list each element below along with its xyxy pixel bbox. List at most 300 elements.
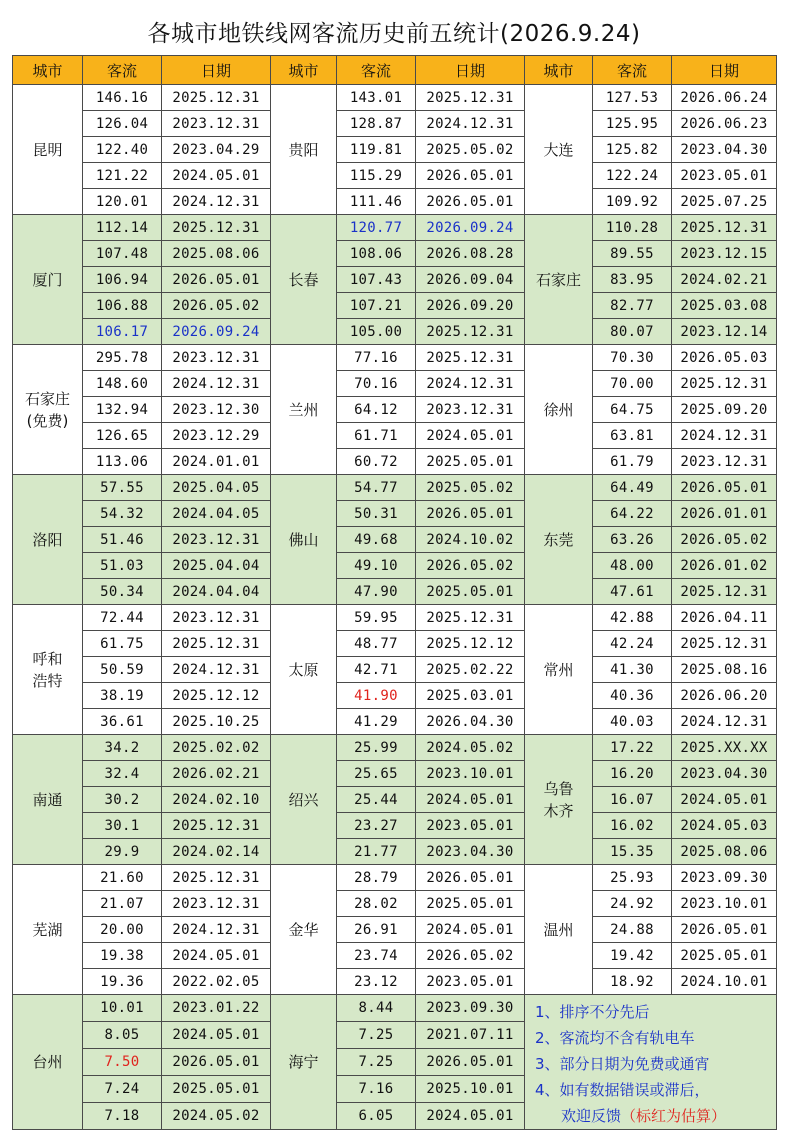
record-date: 2025.09.20 [672, 397, 777, 423]
ridership-value: 106.17 [83, 319, 162, 345]
ridership-value: 47.61 [593, 579, 672, 605]
ridership-value: 21.07 [83, 891, 162, 917]
ridership-value: 38.19 [83, 683, 162, 709]
note-line: 4、如有数据错误或滞后， [535, 1081, 710, 1099]
ridership-value: 16.07 [593, 787, 672, 813]
record-date: 2025.05.01 [416, 579, 525, 605]
ridership-value: 28.79 [337, 865, 416, 891]
ridership-value: 54.32 [83, 501, 162, 527]
record-date: 2023.12.31 [162, 111, 271, 137]
record-date: 2023.10.01 [416, 761, 525, 787]
ridership-value: 77.16 [337, 345, 416, 371]
ridership-value: 23.27 [337, 813, 416, 839]
record-date: 2025.12.31 [416, 605, 525, 631]
ridership-value: 7.18 [83, 1103, 162, 1130]
city-name: 石家庄 (免费) [13, 345, 83, 475]
ridership-value: 34.2 [83, 735, 162, 761]
column-header: 客流 [593, 56, 672, 85]
record-date: 2023.09.30 [672, 865, 777, 891]
record-date: 2025.05.01 [416, 449, 525, 475]
ridership-value: 50.31 [337, 501, 416, 527]
record-date: 2024.02.14 [162, 839, 271, 865]
record-date: 2025.07.25 [672, 189, 777, 215]
record-date: 2026.06.23 [672, 111, 777, 137]
table-row [13, 709, 777, 735]
table-row [13, 943, 777, 969]
ridership-value: 25.99 [337, 735, 416, 761]
ridership-value: 64.75 [593, 397, 672, 423]
record-date: 2023.05.01 [416, 969, 525, 995]
table-row [13, 839, 777, 865]
city-name: 洛阳 [13, 475, 83, 605]
ridership-value: 17.22 [593, 735, 672, 761]
record-date: 2024.12.31 [162, 189, 271, 215]
ridership-value: 41.29 [337, 709, 416, 735]
record-date: 2025.05.01 [162, 1076, 271, 1103]
record-date: 2025.12.31 [162, 813, 271, 839]
ridership-value: 42.88 [593, 605, 672, 631]
table-row [13, 345, 777, 371]
city-name: 贵阳 [271, 85, 337, 215]
ridership-value: 70.30 [593, 345, 672, 371]
ridership-value: 25.44 [337, 787, 416, 813]
ridership-value: 25.65 [337, 761, 416, 787]
city-name: 徐州 [525, 345, 593, 475]
ridership-value: 50.59 [83, 657, 162, 683]
column-header: 客流 [337, 56, 416, 85]
record-date: 2023.12.31 [162, 891, 271, 917]
city-name: 金华 [271, 865, 337, 995]
record-date: 2024.12.31 [672, 423, 777, 449]
ridership-value: 143.01 [337, 85, 416, 111]
ridership-value: 119.81 [337, 137, 416, 163]
ridership-value: 61.79 [593, 449, 672, 475]
table-row [13, 189, 777, 215]
record-date: 2026.06.24 [672, 85, 777, 111]
record-date: 2026.05.02 [672, 527, 777, 553]
note-line [535, 1103, 770, 1129]
page-title: 各城市地铁线网客流历史前五统计(2026.9.24) [147, 21, 641, 47]
ridership-value: 148.60 [83, 371, 162, 397]
ridership-value: 19.36 [83, 969, 162, 995]
table-row [13, 865, 777, 891]
record-date: 2026.05.02 [162, 293, 271, 319]
ridership-value: 108.06 [337, 241, 416, 267]
ridership-value: 29.9 [83, 839, 162, 865]
table-row [13, 631, 777, 657]
record-date: 2024.12.31 [162, 917, 271, 943]
column-header: 日期 [672, 56, 777, 85]
table-row [13, 527, 777, 553]
ridership-value: 89.55 [593, 241, 672, 267]
record-date: 2022.02.05 [162, 969, 271, 995]
record-date: 2025.12.31 [416, 319, 525, 345]
table-row [13, 267, 777, 293]
record-date: 2026.05.01 [416, 501, 525, 527]
record-date: 2023.05.01 [416, 813, 525, 839]
record-date: 2024.05.01 [162, 1022, 271, 1049]
record-date: 2026.05.01 [162, 1049, 271, 1076]
record-date: 2023.01.22 [162, 995, 271, 1022]
ridership-value: 122.40 [83, 137, 162, 163]
record-date: 2025.12.31 [672, 371, 777, 397]
record-date: 2025.12.31 [416, 345, 525, 371]
ridership-value: 21.77 [337, 839, 416, 865]
table-row [13, 85, 777, 111]
record-date: 2023.12.31 [162, 605, 271, 631]
ridership-value: 26.91 [337, 917, 416, 943]
record-date: 2024.02.10 [162, 787, 271, 813]
table-row [13, 969, 777, 995]
ridership-value: 49.10 [337, 553, 416, 579]
ridership-value: 107.21 [337, 293, 416, 319]
column-header: 日期 [416, 56, 525, 85]
ridership-value: 7.50 [83, 1049, 162, 1076]
ridership-value: 47.90 [337, 579, 416, 605]
record-date: 2026.05.03 [672, 345, 777, 371]
column-header: 日期 [162, 56, 271, 85]
record-date: 2024.12.31 [416, 111, 525, 137]
column-header: 城市 [271, 56, 337, 85]
ridership-value: 112.14 [83, 215, 162, 241]
record-date: 2024.05.01 [672, 787, 777, 813]
record-date: 2026.09.04 [416, 267, 525, 293]
record-date: 2024.05.01 [162, 943, 271, 969]
city-name: 常州 [525, 605, 593, 735]
record-date: 2023.10.01 [672, 891, 777, 917]
ridership-value: 28.02 [337, 891, 416, 917]
record-date: 2024.05.02 [162, 1103, 271, 1130]
ridership-value: 7.25 [337, 1022, 416, 1049]
record-date: 2025.12.31 [672, 631, 777, 657]
note-estimate: （标红为估算） [621, 1107, 727, 1125]
record-date: 2024.12.31 [672, 709, 777, 735]
ridership-value: 106.94 [83, 267, 162, 293]
table-row [13, 917, 777, 943]
table-row [13, 475, 777, 501]
table-row [13, 449, 777, 475]
ridership-value: 72.44 [83, 605, 162, 631]
record-date: 2025.05.01 [416, 891, 525, 917]
table-row [13, 657, 777, 683]
record-date: 2021.07.11 [416, 1022, 525, 1049]
ridership-value: 30.2 [83, 787, 162, 813]
ridership-value: 42.24 [593, 631, 672, 657]
record-date: 2024.10.02 [416, 527, 525, 553]
ridership-value: 106.88 [83, 293, 162, 319]
ridership-value: 107.43 [337, 267, 416, 293]
record-date: 2024.02.21 [672, 267, 777, 293]
ridership-value: 295.78 [83, 345, 162, 371]
record-date: 2024.04.04 [162, 579, 271, 605]
record-date: 2025.08.06 [672, 839, 777, 865]
city-name: 佛山 [271, 475, 337, 605]
ridership-value: 122.24 [593, 163, 672, 189]
record-date: 2023.04.30 [672, 137, 777, 163]
record-date: 2024.05.01 [416, 917, 525, 943]
record-date: 2025.XX.XX [672, 735, 777, 761]
note-line: 1、排序不分先后 [535, 1003, 650, 1021]
ridership-value: 121.22 [83, 163, 162, 189]
record-date: 2025.12.31 [162, 865, 271, 891]
record-date: 2024.05.01 [416, 1103, 525, 1130]
city-name: 南通 [13, 735, 83, 865]
city-name: 长春 [271, 215, 337, 345]
ridership-value: 7.25 [337, 1049, 416, 1076]
ridership-value: 64.12 [337, 397, 416, 423]
note-line: 3、部分日期为免费或通宵 [535, 1055, 710, 1073]
ridership-value: 61.75 [83, 631, 162, 657]
ridership-value: 105.00 [337, 319, 416, 345]
table-row [13, 787, 777, 813]
ridership-value: 109.92 [593, 189, 672, 215]
record-date: 2026.02.21 [162, 761, 271, 787]
ridership-value: 126.65 [83, 423, 162, 449]
ridership-value: 59.95 [337, 605, 416, 631]
table-row [13, 735, 777, 761]
ridership-value: 64.49 [593, 475, 672, 501]
ridership-value: 16.20 [593, 761, 672, 787]
table-row [13, 319, 777, 345]
table-row [13, 371, 777, 397]
ridership-value: 120.01 [83, 189, 162, 215]
ridership-value: 18.92 [593, 969, 672, 995]
ridership-value: 16.02 [593, 813, 672, 839]
ridership-value: 51.03 [83, 553, 162, 579]
ridership-value: 60.72 [337, 449, 416, 475]
city-name: 大连 [525, 85, 593, 215]
column-header: 城市 [13, 56, 83, 85]
ridership-value: 82.77 [593, 293, 672, 319]
table-row [13, 995, 777, 1022]
ridership-value: 83.95 [593, 267, 672, 293]
record-date: 2025.12.31 [162, 631, 271, 657]
ridership-value: 120.77 [337, 215, 416, 241]
record-date: 2023.12.30 [162, 397, 271, 423]
record-date: 2023.12.31 [162, 527, 271, 553]
ridership-value: 132.94 [83, 397, 162, 423]
record-date: 2026.06.20 [672, 683, 777, 709]
record-date: 2025.03.01 [416, 683, 525, 709]
ridership-value: 115.29 [337, 163, 416, 189]
table-row [13, 241, 777, 267]
ridership-value: 36.61 [83, 709, 162, 735]
ridership-value: 80.07 [593, 319, 672, 345]
record-date: 2025.12.12 [162, 683, 271, 709]
table-row [13, 579, 777, 605]
record-date: 2023.12.31 [416, 397, 525, 423]
table-row [13, 293, 777, 319]
record-date: 2023.04.30 [416, 839, 525, 865]
ridership-value: 54.77 [337, 475, 416, 501]
city-name: 厦门 [13, 215, 83, 345]
note-feedback: 欢迎反馈 [561, 1107, 622, 1125]
ridership-value: 48.00 [593, 553, 672, 579]
column-header: 城市 [525, 56, 593, 85]
ridership-value: 15.35 [593, 839, 672, 865]
record-date: 2025.04.05 [162, 475, 271, 501]
city-name: 呼和 浩特 [13, 605, 83, 735]
ridership-value: 19.38 [83, 943, 162, 969]
record-date: 2025.05.02 [416, 475, 525, 501]
record-date: 2025.02.02 [162, 735, 271, 761]
table-row [13, 605, 777, 631]
table-row [13, 423, 777, 449]
record-date: 2023.05.01 [672, 163, 777, 189]
ridership-value: 64.22 [593, 501, 672, 527]
table-row [13, 553, 777, 579]
ridership-value: 41.30 [593, 657, 672, 683]
ridership-value: 41.90 [337, 683, 416, 709]
record-date: 2023.04.30 [672, 761, 777, 787]
ridership-value: 6.05 [337, 1103, 416, 1130]
record-date: 2025.05.02 [416, 137, 525, 163]
table-row [13, 501, 777, 527]
ridership-value: 32.4 [83, 761, 162, 787]
record-date: 2025.08.16 [672, 657, 777, 683]
ridership-value: 49.68 [337, 527, 416, 553]
ridership-value: 128.87 [337, 111, 416, 137]
record-date: 2023.12.14 [672, 319, 777, 345]
ridership-value: 19.42 [593, 943, 672, 969]
ridership-value: 50.34 [83, 579, 162, 605]
record-date: 2024.12.31 [162, 371, 271, 397]
record-date: 2024.05.01 [416, 423, 525, 449]
city-name: 石家庄 [525, 215, 593, 345]
ridership-value: 40.03 [593, 709, 672, 735]
city-name: 东莞 [525, 475, 593, 605]
record-date: 2026.05.01 [416, 1049, 525, 1076]
ridership-value: 63.81 [593, 423, 672, 449]
table-row [13, 813, 777, 839]
record-date: 2026.05.01 [672, 475, 777, 501]
city-name: 海宁 [271, 995, 337, 1130]
record-date: 2025.12.31 [162, 215, 271, 241]
ridership-value: 125.82 [593, 137, 672, 163]
city-name: 兰州 [271, 345, 337, 475]
ridership-value: 23.12 [337, 969, 416, 995]
record-date: 2024.05.02 [416, 735, 525, 761]
ridership-value: 63.26 [593, 527, 672, 553]
ridership-value: 30.1 [83, 813, 162, 839]
record-date: 2023.12.31 [162, 345, 271, 371]
table-row [13, 761, 777, 787]
record-date: 2025.12.12 [416, 631, 525, 657]
record-date: 2026.05.01 [416, 163, 525, 189]
record-date: 2025.08.06 [162, 241, 271, 267]
record-date: 2025.12.31 [416, 85, 525, 111]
record-date: 2026.05.02 [416, 943, 525, 969]
ridership-value: 7.16 [337, 1076, 416, 1103]
record-date: 2023.12.29 [162, 423, 271, 449]
ridership-value: 146.16 [83, 85, 162, 111]
ridership-value: 51.46 [83, 527, 162, 553]
ridership-value: 42.71 [337, 657, 416, 683]
table-row [13, 891, 777, 917]
ridership-value: 24.88 [593, 917, 672, 943]
record-date: 2026.05.01 [416, 189, 525, 215]
ridership-value: 8.44 [337, 995, 416, 1022]
record-date: 2026.09.24 [416, 215, 525, 241]
record-date: 2025.04.04 [162, 553, 271, 579]
ridership-value: 24.92 [593, 891, 672, 917]
table-row [13, 215, 777, 241]
record-date: 2024.05.01 [162, 163, 271, 189]
city-name: 温州 [525, 865, 593, 995]
ridership-value: 61.71 [337, 423, 416, 449]
record-date: 2023.12.15 [672, 241, 777, 267]
city-name: 芜湖 [13, 865, 83, 995]
record-date: 2025.12.31 [162, 85, 271, 111]
notes-box [525, 995, 777, 1130]
record-date: 2024.12.31 [162, 657, 271, 683]
record-date: 2024.05.03 [672, 813, 777, 839]
record-date: 2023.09.30 [416, 995, 525, 1022]
city-name: 太原 [271, 605, 337, 735]
record-date: 2023.12.31 [672, 449, 777, 475]
record-date: 2025.10.25 [162, 709, 271, 735]
record-date: 2025.02.22 [416, 657, 525, 683]
record-date: 2026.05.01 [416, 865, 525, 891]
record-date: 2026.01.02 [672, 553, 777, 579]
city-name: 昆明 [13, 85, 83, 215]
ridership-value: 126.04 [83, 111, 162, 137]
record-date: 2026.09.24 [162, 319, 271, 345]
record-date: 2025.03.08 [672, 293, 777, 319]
ridership-value: 25.93 [593, 865, 672, 891]
record-date: 2024.04.05 [162, 501, 271, 527]
city-name: 绍兴 [271, 735, 337, 865]
ridership-value: 107.48 [83, 241, 162, 267]
record-date: 2026.05.01 [162, 267, 271, 293]
ridership-value: 20.00 [83, 917, 162, 943]
record-date: 2024.10.01 [672, 969, 777, 995]
record-date: 2026.01.01 [672, 501, 777, 527]
ridership-value: 7.24 [83, 1076, 162, 1103]
record-date: 2026.05.01 [672, 917, 777, 943]
ridership-value: 70.16 [337, 371, 416, 397]
column-header: 客流 [83, 56, 162, 85]
record-date: 2026.04.11 [672, 605, 777, 631]
ridership-value: 125.95 [593, 111, 672, 137]
ridership-table [12, 55, 777, 1130]
ridership-value: 111.46 [337, 189, 416, 215]
ridership-value: 48.77 [337, 631, 416, 657]
record-date: 2026.04.30 [416, 709, 525, 735]
city-name: 乌鲁 木齐 [525, 735, 593, 865]
ridership-value: 70.00 [593, 371, 672, 397]
record-date: 2023.04.29 [162, 137, 271, 163]
record-date: 2024.12.31 [416, 371, 525, 397]
ridership-value: 110.28 [593, 215, 672, 241]
record-date: 2026.08.28 [416, 241, 525, 267]
ridership-value: 10.01 [83, 995, 162, 1022]
note-line: 2、客流均不含有轨电车 [535, 1029, 695, 1047]
ridership-value: 23.74 [337, 943, 416, 969]
header-row [13, 56, 777, 85]
record-date: 2025.12.31 [672, 579, 777, 605]
table-row [13, 163, 777, 189]
ridership-value: 127.53 [593, 85, 672, 111]
ridership-value: 21.60 [83, 865, 162, 891]
ridership-value: 8.05 [83, 1022, 162, 1049]
record-date: 2026.05.02 [416, 553, 525, 579]
record-date: 2025.12.31 [672, 215, 777, 241]
record-date: 2025.05.01 [672, 943, 777, 969]
ridership-value: 40.36 [593, 683, 672, 709]
table-row [13, 137, 777, 163]
ridership-value: 57.55 [83, 475, 162, 501]
